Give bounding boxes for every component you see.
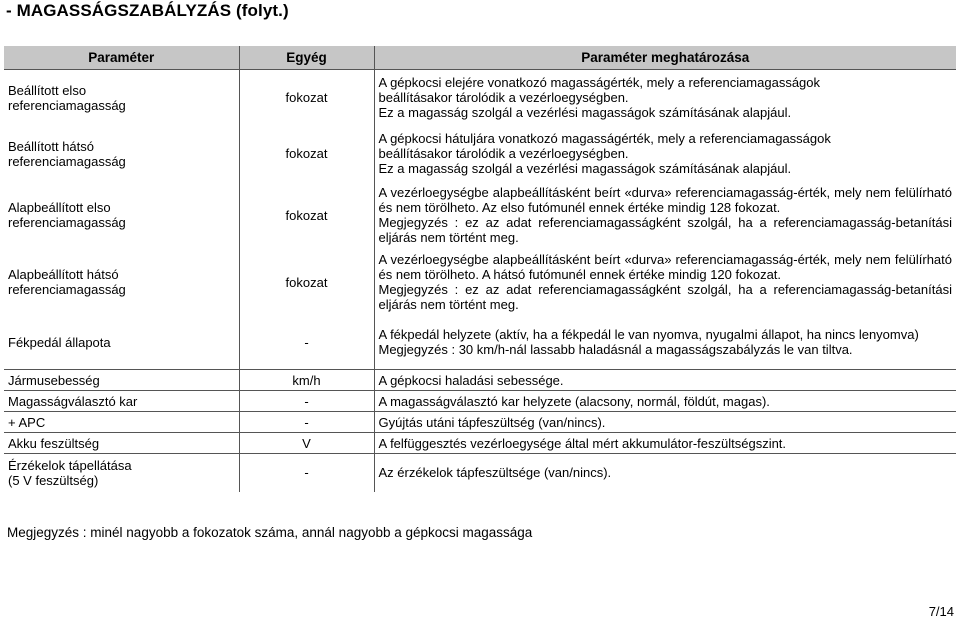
parameter-cell <box>4 182 239 249</box>
unit-cell: km/h <box>239 370 374 391</box>
description-cell: A felfüggesztés vezérloegysége által mért akkumulátor-feszültségszint. <box>374 433 956 454</box>
description-cell: A gépkocsi haladási sebessége. <box>374 370 956 391</box>
table-row <box>4 454 956 492</box>
description-cell <box>374 316 956 370</box>
header-unit: Egyég <box>239 46 374 70</box>
table-row <box>4 126 956 182</box>
table-row <box>4 182 956 249</box>
description-cell <box>374 249 956 316</box>
unit-cell: fokozat <box>239 70 374 126</box>
description-cell: Gyújtás utáni tápfeszültség (van/nincs). <box>374 412 956 433</box>
description-paragraph: A vezérloegységbe alapbeállításként beírt «durva» referenciamagasság-érték, mely nem felülírható és nem törölheto. A hátsó futómunél ennek értéke mindig 120 fokozat. <box>378 252 952 282</box>
table-row <box>4 412 956 433</box>
parameter-cell <box>4 316 239 370</box>
unit-cell: fokozat <box>239 182 374 249</box>
description-paragraph: Megjegyzés : 30 km/h-nál lassabb haladásnál a magasságszabályzás le van tiltva. <box>378 342 853 358</box>
parameter-name-line: referenciamagasság <box>8 97 126 113</box>
description-line: beállításakor tárolódik a vezérloegységben. <box>378 90 629 106</box>
unit-cell: - <box>239 316 374 370</box>
description-cell <box>374 70 956 126</box>
parameter-cell: Magasságválasztó kar <box>4 391 239 412</box>
parameter-name-line: referenciamagasság <box>8 282 126 297</box>
table-row <box>4 391 956 412</box>
parameter-cell: + APC <box>4 412 239 433</box>
description-line: A gépkocsi elejére vonatkozó magasságérték, mely a referenciamagasságok <box>378 75 821 91</box>
table-row <box>4 70 956 126</box>
unit-cell: - <box>239 454 374 492</box>
parameter-name-line: (5 V feszültség) <box>8 472 99 488</box>
table-header-row <box>4 46 956 70</box>
table-row <box>4 370 956 391</box>
table-row <box>4 316 956 370</box>
unit-cell: V <box>239 433 374 454</box>
parameter-table <box>4 46 956 492</box>
description-cell: A magasságválasztó kar helyzete (alacsony, normál, földút, magas). <box>374 391 956 412</box>
table-row <box>4 249 956 316</box>
description-line: A gépkocsi hátuljára vonatkozó magasságérték, mely a referenciamagasságok <box>378 131 831 146</box>
page-number: 7/14 <box>928 604 954 619</box>
unit-cell: - <box>239 412 374 433</box>
parameter-cell <box>4 454 239 492</box>
parameter-name-line: Beállított elso <box>8 82 87 98</box>
parameter-name-line: Érzékelok tápellátása <box>8 457 132 473</box>
parameter-name-line: Beállított hátsó <box>8 138 94 154</box>
unit-cell: fokozat <box>239 126 374 182</box>
footnote: Megjegyzés : minél nagyobb a fokozatok száma, annál nagyobb a gépkocsi magassága <box>7 525 533 540</box>
description-line: Ez a magasság szolgál a vezérlési magasságok számításának alapjául. <box>378 105 792 121</box>
description-paragraph: Megjegyzés : ez az adat referenciamagasságként szolgál, ha a referenciamagasság-betanítási eljárás nem történt meg. <box>378 215 952 245</box>
parameter-name-line: referenciamagasság <box>8 153 126 169</box>
parameter-cell <box>4 70 239 126</box>
description-paragraph: A fékpedál helyzete (aktív, ha a fékpedál le van nyomva, nyugalmi állapot, ha nincs lenyomva) <box>378 327 919 343</box>
header-parameter: Paraméter <box>4 46 239 70</box>
description-cell: Az érzékelok tápfeszültsége (van/nincs). <box>374 454 956 492</box>
parameter-cell: Jármusebesség <box>4 370 239 391</box>
parameter-name-line: Alapbeállított elso <box>8 200 111 215</box>
header-description: Paraméter meghatározása <box>374 46 956 70</box>
parameter-cell <box>4 249 239 316</box>
section-heading: - MAGASSÁGSZABÁLYZÁS (folyt.) <box>6 1 289 20</box>
description-line: Ez a magasság szolgál a vezérlési magasságok számításának alapjául. <box>378 161 792 176</box>
parameter-name-line: Fékpedál állapota <box>8 334 111 350</box>
parameter-cell: Akku feszültség <box>4 433 239 454</box>
parameter-name-line: referenciamagasság <box>8 215 126 230</box>
parameter-cell <box>4 126 239 182</box>
table-row <box>4 433 956 454</box>
description-line: beállításakor tárolódik a vezérloegységben. <box>378 146 629 161</box>
parameter-name-line: Alapbeállított hátsó <box>8 267 119 282</box>
unit-cell: fokozat <box>239 249 374 316</box>
description-cell <box>374 126 956 182</box>
description-paragraph: A vezérloegységbe alapbeállításként beírt «durva» referenciamagasság-érték, mely nem felülírható és nem törölheto. Az elso futómunél ennek értéke mindig 128 fokozat. <box>378 185 952 215</box>
description-cell <box>374 182 956 249</box>
description-paragraph: Megjegyzés : ez az adat referenciamagasságként szolgál, ha a referenciamagasság-betanítási eljárás nem történt meg. <box>378 282 952 312</box>
unit-cell: - <box>239 391 374 412</box>
